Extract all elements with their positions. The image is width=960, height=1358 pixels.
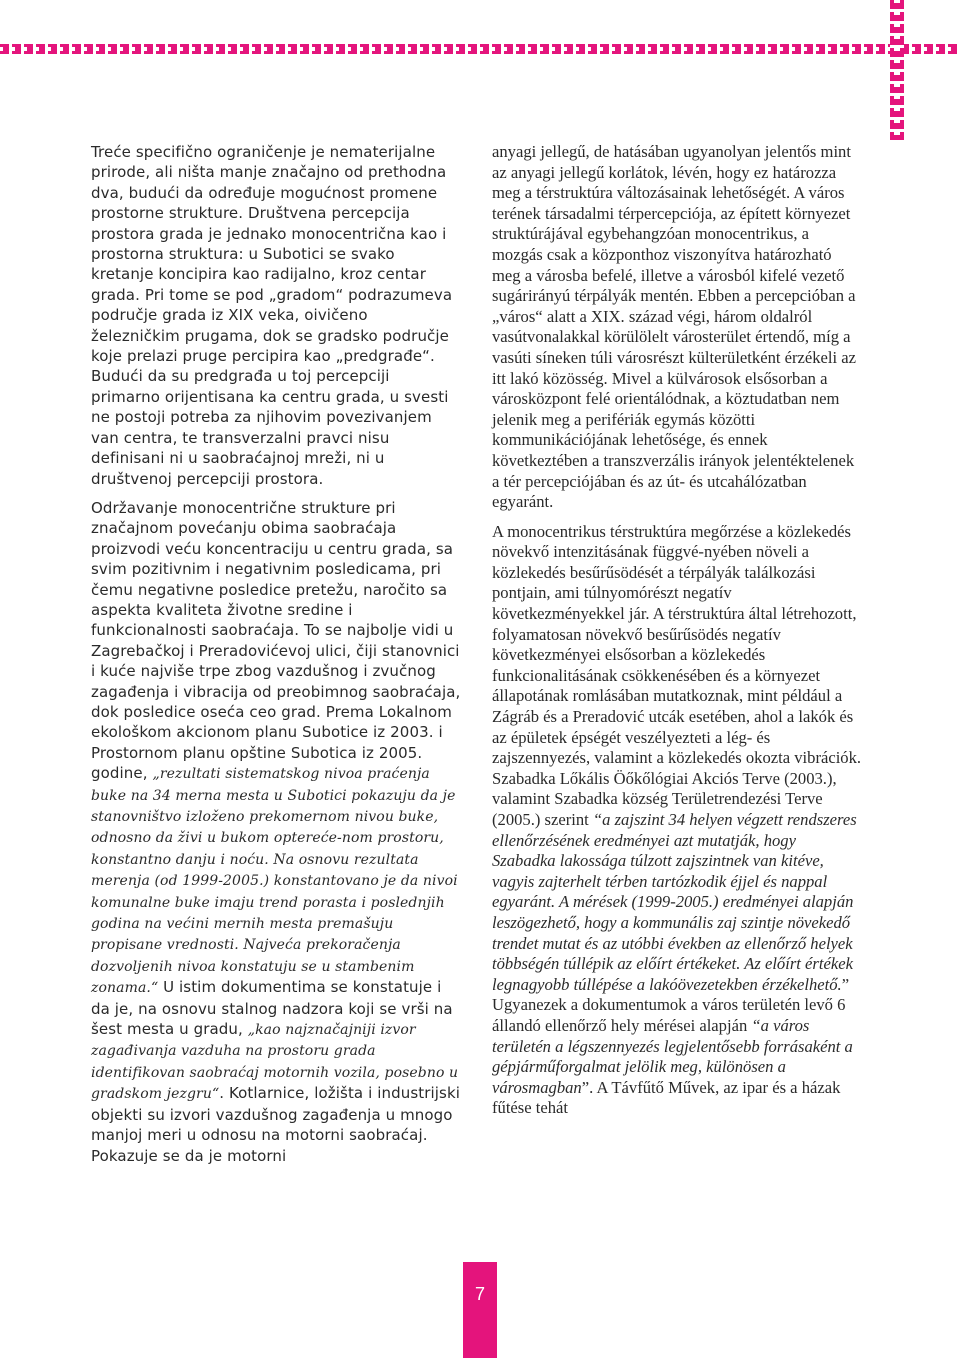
left-paragraph-1 (91, 142, 461, 489)
left-paragraph-2 (91, 498, 461, 1166)
decorative-vertical-bar-inner (894, 0, 900, 140)
decorative-horizontal-bar-inner (0, 47, 960, 51)
text-segment: U istim dokumentima se konstatuje i da je, na osnovu stalnog nadzora koji se vrši na šest mesta u gradu, (91, 978, 453, 1039)
right-paragraph-2 (492, 522, 862, 1119)
text-segment: . Kotlarnice, ložišta i industrijski objekti su izvori vazdušnog zagađenja u mnogo manjoj meri u odnosu na motorni saobraćaj. Pokazuje se da je motorni (91, 1084, 460, 1165)
left-text-column (91, 142, 461, 1175)
quoted-text-segment: „rezultati sistematskog nivoa praćenja buke na 34 merna mesta u Subotici pokazuju da je stanovništvo izloženo prekomernom nivou buke, odnosno da živi u bukom optereće-nom prostoru, konstantno danju i noću. Na osnovu rezultata merenja (od 1999-2005.) konstantovano je da nivoi komunalne buke imaju trend porasta i poslednjih godina na većini mernih mesta premašuju propisane vrednosti. Najveća prekoračenja dozvoljenih nivoa konstatuju se u stambenim zonama.“ (91, 766, 458, 997)
text-segment: Održavanje monocentrične strukture pri značajnom povećanju obima saobraćaja proizvodi veću koncentraciju u centru grada, sa svim pozitivnim i negativnim posledicama, pri čemu negativne posledice pretežu, naročito sa aspekta kvaliteta životne sredine i funkcionalnosti saobraćaja. To se najbolje vidi u Zagrebačkoj i Preradovićevoj ulici, čiji stanovnici i kuće najviše trpe zbog vazdušnog i zvučnog zagađenja i vibracija od preobimnog saobraćaja, dok posledice oseća ceo grad. Prema Lokalnom ekološkom akcionom planu Subotice iz 2003. i Prostornom planu opštine Subotica iz 2005. godine, (91, 498, 461, 783)
right-text-column (492, 142, 862, 1128)
text-segment: anyagi jellegű, de hatásában ugyanolyan jelentős mint az anyagi jellegű korlátok, lévén, hogy ez határozza meg a térstruktúra változásainak lehetőségét. A város terének társadalmi térpercepciója, az épített környezet struktúrájával egybehangzóan monocentrikus, a mozgás csak a központhoz viszonyítva határozható meg a városba befelé, illetve a városból kifelé vezető sugárirányú térpályák mentén. Ebben a percepcióban a „város“ alatt a XIX. század végi, három oldalról vasútvonalakkal körülölelt városterület értendő, míg a vasúti síneken túli városrészt külterületként érzékeli az itt lakó közösség. Mivel a külvárosok elsősorban a városközpont felé orientálódnak, a köztudatban nem jelenik meg a perifériák egymás közötti kommunikációjának lehetősége, és ennek következtében a transzverzális irányok jelentéktelenek a tér percepciójában és az út- és utcahálózatban egyaránt. (492, 142, 857, 512)
text-segment: ” Ugyanezek a dokumentumok a város területén levő 6 állandó ellenőrző hely mérései alapján (492, 974, 850, 1035)
quoted-text-segment: “a zajszint 34 helyen végzett rendszeres ellenőrzésének eredményei azt mutatják, hogy Szabadka lakossága túlzott zajszintnek van kitéve, vagyis zajterhelt térben tartózkodik éjjel és nappal egyaránt. A mérések (1999-2005.) eredményei alapján leszögezhető, hogy a kommunális zaj szintje növekedő trendet mutat és az utóbbi években az ellenőrző helyek többségén túllépik az előírt értékeket. Az előírt értékek legnagyobb túllépése a lakóövezetekben érzékelhető. (492, 810, 857, 994)
right-paragraph-1 (492, 142, 862, 513)
text-segment: Treće specifično ograničenje je nematerijalne prirode, ali ništa manje značajno od prethodna dva, budući da određuje mogućnost promene prostorne strukture. Društvena percepcija prostora grada je jednako monocentrična kao i prostorna struktura: u Subotici se svako kretanje koncipira kao radijalno, kroz centar grada. Pri tome se pod „gradom“ podrazumeva područje grada iz XIX veka, oivičeno železničkim prugama, dok se gradsko područje koje prelazi pruge percipira kao „predgrađe“. Budući da su predgrađa u toj percepciji primarno orijentisana ka centru grada, u svesti ne postoji potreba za njihovim povezivanjem van centra, te transverzalni pravci nisu definisani ni u saobraćajnoj mreži, ni u društvenoj percepciji prostora. (91, 143, 453, 488)
quoted-text-segment: “a város területén a légszennyezés legjelentősebb forrásaként a gépjárműforgalmat jelölik meg, különösen a városmagban (492, 1015, 853, 1097)
quoted-text-segment: „kao najznačajniji izvor zagađivanja vazduha na prostoru grada identifikovan saobraćaj motornih vozila, posebno u gradskom jezgru“ (91, 1022, 459, 1103)
text-segment: A monocentrikus térstruktúra megőrzése a közlekedés növekvő intenzitásának függvé-nyében növeli a közlekedés besűrűsödését a térpályák találkozási pontjain, ami túlnyomórészt negatív következményekkel jár. A térstruktúra által létrehozott, folyamatosan növekvő besűrűsödés negatív következményei elsősorban a közlekedés funkcionalitásának csökkenésében és a környezet állapotának romlásában mutatkoznak, mint például a Zágráb és a Preradović utcák esetében, ahol a lakók és az épületek épségét veszélyezteti a lég- és zajszennyezés, valamint a közlekedés okozta vibrációk. Szabadka Lőkális Öőkőlógiai Akciós Terve (2003.), valamint Szabadka község Területrendezési Terve (2005.) szerint (492, 521, 862, 829)
page-number: 7 (463, 1262, 497, 1358)
text-segment: ”. A Távfűtő Művek, az ipar és a házak fűtése tehát (492, 1077, 841, 1118)
